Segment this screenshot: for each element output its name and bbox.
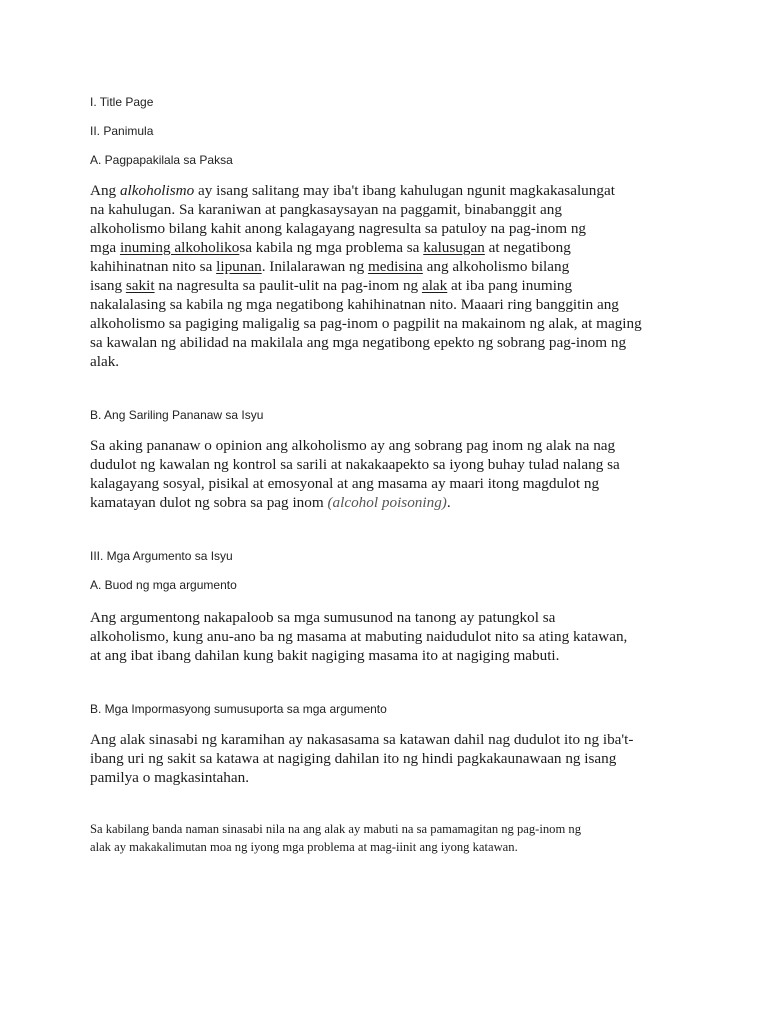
- text-span: kahihinatnan nito sa: [90, 258, 217, 275]
- paragraph-summary: [90, 608, 690, 665]
- text-line: alkoholismo sa pagiging maligalig sa pag-inom o pagpilit na makainom ng alak, at maging: [90, 315, 642, 332]
- text-line: at ang ibat ibang dahilan kung bakit nagiging masama ito at nagiging mabuti.: [90, 647, 560, 664]
- text-span: mga: [90, 239, 120, 256]
- text-line: alkoholismo bilang kahit anong kalagayang nagresulta sa patuloy na pag-inom ng: [90, 220, 587, 237]
- text-span: at negatibong: [484, 239, 571, 256]
- text-line: nakalalasing sa kabila ng mga negatibong kahihinatnan nito. Maaari ring banggitin ang: [90, 296, 619, 313]
- text-line: sa kawalan ng abilidad na makilala ang mga negatibong epekto ng sobrang pag-inom ng: [90, 334, 627, 351]
- text-line: Sa aking pananaw o opinion ang alkoholismo ay ang sobrang pag inom ng alak na nag: [90, 437, 616, 454]
- text-span: isang: [90, 277, 126, 294]
- heading-mga-argumento: III. Mga Argumento sa Isyu: [90, 549, 233, 563]
- text-line: [90, 238, 690, 257]
- text-line: [90, 493, 690, 512]
- text-span: kamatayan dulot ng sobra sa pag inom: [90, 494, 328, 511]
- heading-impormasyon: B. Mga Impormasyong sumusuporta sa mga argumento: [90, 702, 387, 716]
- text-line: [90, 181, 690, 200]
- heading-sariling-pananaw: B. Ang Sariling Pananaw sa Isyu: [90, 408, 264, 422]
- link-kalusugan[interactable]: kalusugan: [423, 239, 485, 256]
- text-span: Ang: [90, 182, 120, 199]
- text-line: alak ay makakalimutan moa ng iyong mga problema at mag-iinit ang iyong katawan.: [90, 840, 518, 854]
- text-line: Ang alak sinasabi ng karamihan ay nakasasama sa katawan dahil nag dudulot ito ng iba't-: [90, 731, 634, 748]
- heading-title-page: I. Title Page: [90, 95, 154, 109]
- paragraph-other-side: [90, 820, 690, 856]
- link-lipunan[interactable]: lipunan: [216, 258, 262, 275]
- text-line: [90, 276, 690, 295]
- text-line: Ang argumentong nakapaloob sa mga sumusunod na tanong ay patungkol sa: [90, 609, 556, 626]
- text-span: ay isang salitang may iba't ibang kahulugan ngunit magkakasalungat: [194, 182, 615, 199]
- paragraph-introduction: [90, 181, 690, 371]
- text-line: alkoholismo, kung anu-ano ba ng masama at mabuting naidudulot nito sa ating katawan,: [90, 628, 628, 645]
- heading-buod: A. Buod ng mga argumento: [90, 578, 237, 592]
- text-span: . Inilalarawan ng: [261, 258, 368, 275]
- text-span: at iba pang inuming: [447, 277, 573, 294]
- text-line: [90, 257, 690, 276]
- alkoholismo-term: alkoholismo: [119, 182, 195, 199]
- text-span: ang alkoholismo bilang: [422, 258, 570, 275]
- text-line: pamilya o magkasintahan.: [90, 769, 250, 786]
- link-sakit[interactable]: sakit: [125, 277, 155, 294]
- text-line: na kahulugan. Sa karaniwan at pangkasaysayan na paggamit, binabanggit ang: [90, 201, 562, 218]
- link-alak[interactable]: alak: [421, 277, 448, 294]
- paragraph-opinion: [90, 436, 690, 512]
- text-span: sa kabila ng mga problema sa: [239, 239, 424, 256]
- text-span: na nagresulta sa paulit-ulit na pag-inom ng: [154, 277, 422, 294]
- text-span: .: [446, 494, 451, 511]
- heading-pagpapakilala: A. Pagpapakilala sa Paksa: [90, 153, 233, 167]
- text-line: dudulot ng kawalan ng kontrol sa sarili at nakakaapekto sa iyong buhay tulad nalang sa: [90, 456, 620, 473]
- text-line: kalagayang sosyal, pisikal at emosyonal at ang masama ay maari itong magdulot ng: [90, 475, 600, 492]
- link-inuming-alkoholiko[interactable]: inuming alkoholiko: [119, 239, 240, 256]
- text-line: Sa kabilang banda naman sinasabi nila na ang alak ay mabuti na sa pamamagitan ng pag-inom ng: [90, 822, 582, 836]
- link-medisina[interactable]: medisina: [367, 258, 423, 275]
- alcohol-poisoning-note: (alcohol poisoning): [327, 494, 447, 511]
- text-line: alak.: [90, 353, 120, 370]
- paragraph-supporting-info: [90, 730, 690, 787]
- heading-panimula: II. Panimula: [90, 124, 154, 138]
- text-line: ibang uri ng sakit sa katawa at nagiging dahilan ito ng hindi pagkakaunawaan ng isang: [90, 750, 617, 767]
